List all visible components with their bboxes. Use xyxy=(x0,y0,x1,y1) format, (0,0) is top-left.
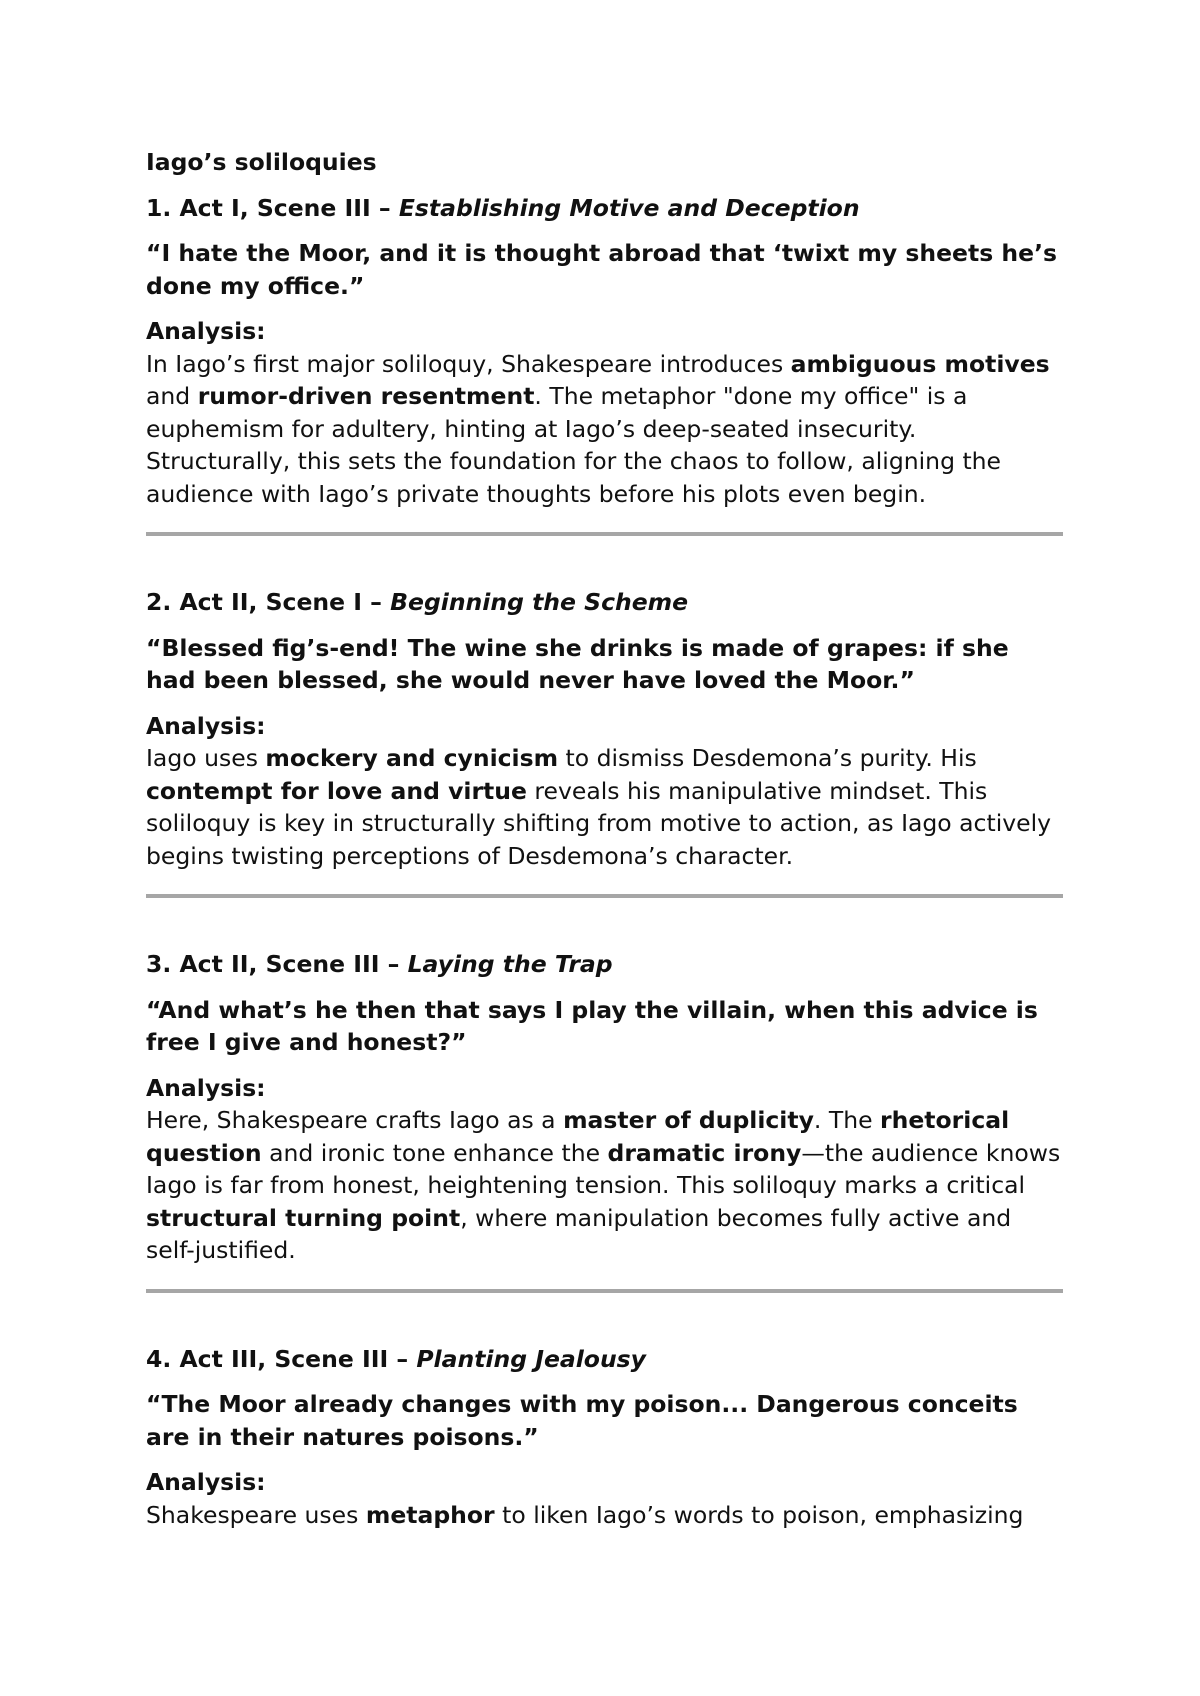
section-heading-prefix: 3. Act II, Scene III – xyxy=(146,950,408,978)
analysis-emphasis: contempt for love and virtue xyxy=(146,776,527,805)
analysis-run: reveals his manipulative mindset. This soliloquy is key in structurally shifting from motive to action, as Iago actively begins twisting perceptions of Desdemona’s character. xyxy=(146,776,1052,870)
analysis-run: —the audience knows Iago is far from honest, heightening tension. This soliloquy marks a critical xyxy=(146,1138,1061,1199)
analysis-run: . The xyxy=(813,1106,881,1134)
analysis-run: to dismiss Desdemona’s purity. His xyxy=(558,744,977,772)
analysis-label: Analysis: xyxy=(146,1073,266,1102)
soliloquy-quote: “The Moor already changes with my poison... Dangerous conceits are in their natures poisons.” xyxy=(146,1390,1018,1451)
section-heading-prefix: 2. Act II, Scene I – xyxy=(146,588,391,616)
section-heading-title: Planting Jealousy xyxy=(416,1344,646,1373)
section-heading-prefix: 4. Act III, Scene III – xyxy=(146,1344,417,1373)
soliloquy-section-1 xyxy=(146,192,1063,537)
analysis-text xyxy=(146,1104,1063,1267)
analysis-emphasis: structural turning point xyxy=(146,1203,461,1232)
section-divider xyxy=(146,1289,1063,1293)
analysis-emphasis: dramatic irony xyxy=(607,1138,802,1167)
soliloquy-section-2 xyxy=(146,586,1063,898)
analysis-label: Analysis: xyxy=(146,317,266,345)
section-heading-prefix: 1. Act I, Scene III – xyxy=(146,193,399,222)
section-divider xyxy=(146,532,1063,536)
analysis-run: and xyxy=(146,382,198,410)
analysis-run: to liken Iago’s words to poison, emphasizing xyxy=(494,1500,1024,1529)
soliloquy-quote: “Blessed fig’s-end! The wine she drinks is made of grapes: if she had been blessed, she would never have loved the Moor.” xyxy=(146,633,1009,694)
soliloquy-quote: “And what’s he then that says I play the villain, when this advice is free I give and honest?” xyxy=(146,995,1038,1056)
analysis-emphasis: rhetorical question xyxy=(146,1106,1010,1167)
analysis-text xyxy=(146,742,1063,872)
analysis-run: . The metaphor "done my office" is a euphemism for adultery, hinting at Iago’s deep-seated insecurity. Structurally, this sets the foundation for the chaos to follow, aligning the audience with Iago’s private thoughts before his plots even begin. xyxy=(146,382,1002,508)
analysis-emphasis: mockery and cynicism xyxy=(265,744,559,772)
analysis-label: Analysis: xyxy=(146,1468,266,1496)
analysis-emphasis: metaphor xyxy=(365,1500,495,1529)
soliloquy-quote: “I hate the Moor, and it is thought abroad that ‘twixt my sheets he’s done my office.” xyxy=(146,239,1057,300)
section-heading xyxy=(146,948,1063,981)
analysis-emphasis: rumor-driven resentment xyxy=(197,382,535,410)
analysis-run: Iago uses xyxy=(146,744,266,772)
section-heading-title: Laying the Trap xyxy=(407,950,613,978)
analysis-run: In Iago’s first major soliloquy, Shakespeare introduces xyxy=(146,349,791,378)
section-heading xyxy=(146,192,1063,225)
analysis-text xyxy=(146,1499,1063,1532)
analysis-emphasis: ambiguous motives xyxy=(790,349,1050,378)
soliloquy-section-3 xyxy=(146,948,1063,1293)
analysis-run: , where manipulation becomes fully active and self-justified. xyxy=(146,1203,1012,1264)
analysis-run: Here, Shakespeare crafts Iago as a xyxy=(146,1106,564,1134)
document-title: Iago’s soliloquies xyxy=(146,148,377,176)
section-heading-title: Establishing Motive and Deception xyxy=(398,193,860,222)
section-heading xyxy=(146,1343,1063,1376)
analysis-text xyxy=(146,348,1063,511)
section-divider xyxy=(146,894,1063,898)
section-heading-title: Beginning the Scheme xyxy=(390,588,689,616)
analysis-run: Shakespeare uses xyxy=(146,1500,366,1529)
analysis-emphasis: master of duplicity xyxy=(563,1106,814,1134)
soliloquy-section-4 xyxy=(146,1343,1063,1532)
section-heading xyxy=(146,586,1063,619)
analysis-run: and ironic tone enhance the xyxy=(261,1138,608,1167)
analysis-label: Analysis: xyxy=(146,711,266,740)
